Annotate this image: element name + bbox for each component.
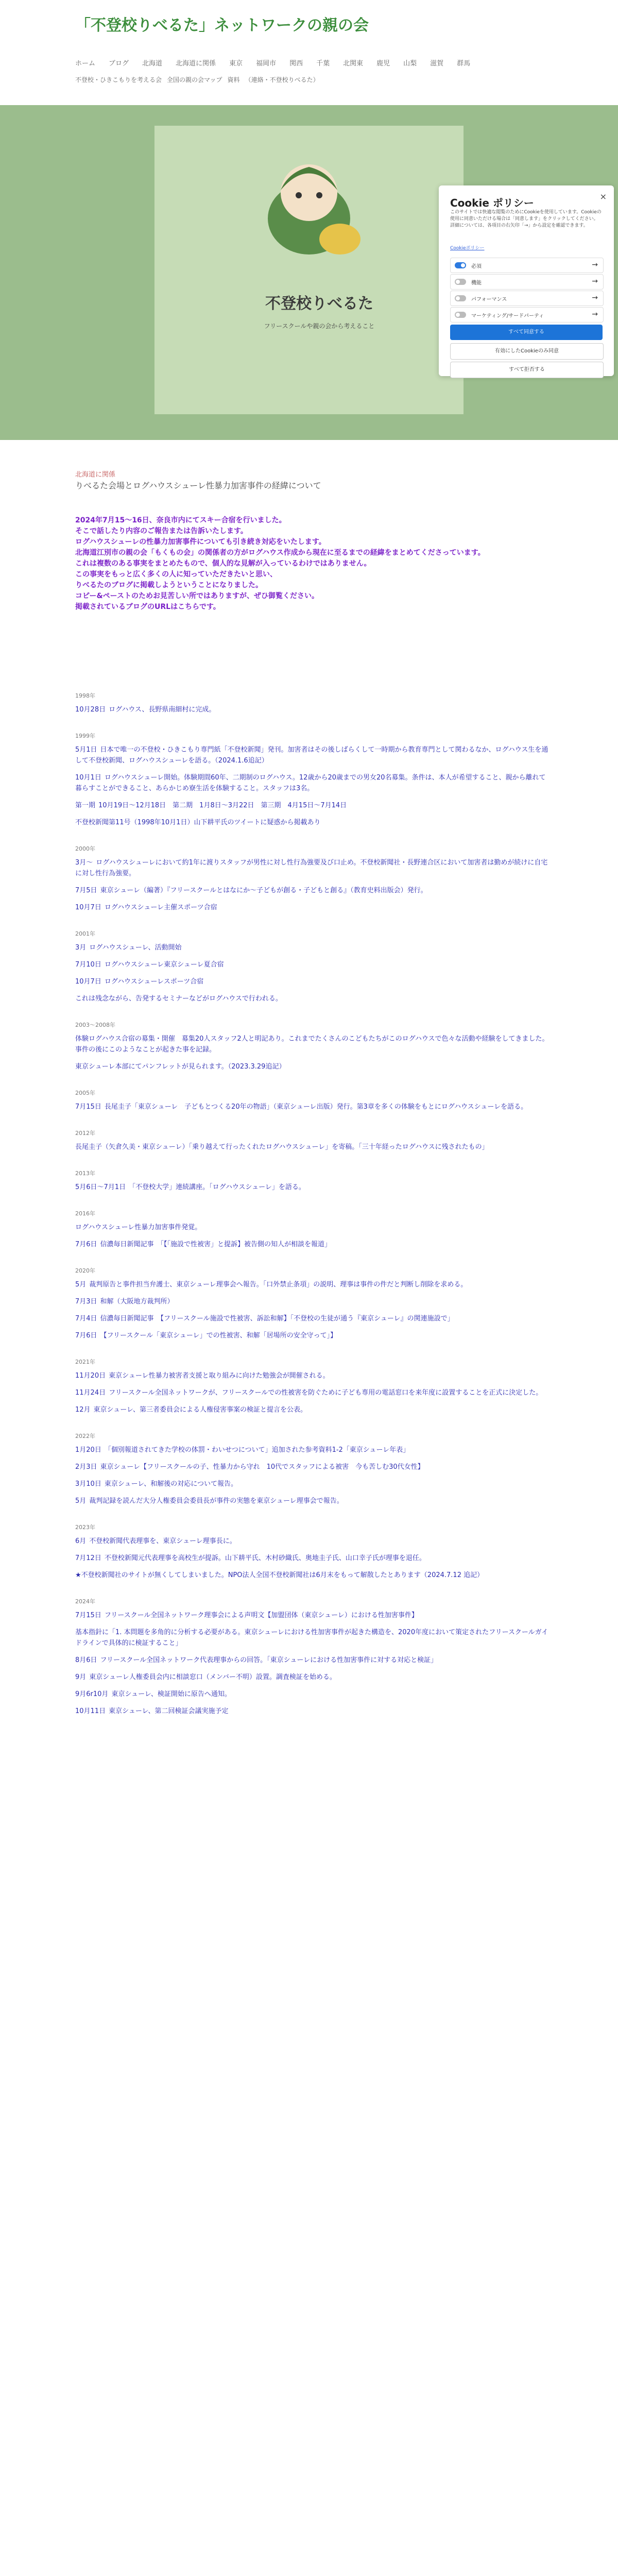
year-label: 2022年 [75,1433,95,1439]
cookie-category-row[interactable] [450,258,604,273]
event-text: ログハウスシューレにおいて約1年に渡りスタッフが男性に対し性行為強要及び口止め。不登校新聞社・長野連合区において加害者は勤めが続けに自宅に対し性行為強要。 [75,859,548,877]
toggle-knob [456,296,460,300]
arrow-right-icon[interactable]: → [592,310,598,318]
subnav-item[interactable]: 不登校・ひきこもりを考える会 [75,76,162,83]
event-text: ログハウスシューレ性暴力加害事件発覚。 [75,1224,202,1231]
event-date: 7月10日 [75,961,101,969]
accept-selected-button[interactable]: 有効にしたCookieのみ同意 [450,343,604,360]
toggle-switch[interactable] [455,295,466,301]
intro-line: そこで話したり内容のご報告または告訴いたします。 [75,527,248,535]
timeline-event [75,1610,549,1621]
year-label: 2024年 [75,1598,95,1605]
event-date: 3月10日 [75,1480,101,1488]
hero-subtitle: フリースクールや親の会から考えること [264,323,375,330]
event-date: 10月7日 [75,978,101,986]
arrow-right-icon[interactable]: → [592,277,598,285]
event-text: 長尾圭子（矢倉久美・東京シューレ）「乗り越えて行ったくれたログハウスシューレ」を寄稿。「三十年経ったログハウスに残されたもの」 [75,1143,489,1151]
timeline-event [75,1296,549,1307]
post-category[interactable]: 北海道に関係 [75,471,116,479]
nav-item[interactable]: 北海道 [142,60,163,67]
event-text: ログハウスシューレ開始。体験期間60年、二期制のログハウス。12歳から20歳までの男女20名募集。条件は、本人が希望すること、親から離れて暮らすことができること、あらかじめ寮生活を体験すること。スタッフは3名。 [75,774,546,792]
timeline-event [75,1553,549,1564]
intro-block [75,515,539,613]
timeline-year-section [75,1088,549,1112]
intro-line: 2024年7月15〜16日、奈良市内にてスキー合宿を行いました。 [75,516,286,524]
event-date: 10月7日 [75,904,101,911]
cookie-category-label: 必須 [471,264,482,269]
event-text: 不登校新聞代表理事を、東京シューレ理事長に。 [89,1537,236,1545]
event-text: 東京シューレ人権委員会内に相談窓口（メンバー不明）設置。調査検証を始める。 [89,1673,336,1681]
timeline-event [75,1330,549,1341]
timeline-event [75,1033,549,1055]
event-text: 信濃毎日新聞記事 「【「施設で性被害」と提訴】被告側の知人が相談を報道」 [100,1241,332,1248]
timeline-year-section [75,731,549,828]
timeline-year-section [75,1357,549,1415]
event-text: フリースクール全国ネットワークが、フリースクールでの性被害を防ぐために子ども専用の電話窓口を来年度に設置することを正式に決定した。 [109,1389,543,1397]
timeline-event [75,1462,549,1472]
timeline-year-section [75,1431,549,1506]
cookie-category-label: パフォーマンス [471,297,507,302]
timeline-event [75,857,549,879]
intro-line: これは複数のある事実をまとめたもので、個人的な見解が入っているわけではありません。 [75,560,371,568]
timeline-event [75,959,549,970]
event-date: 7月3日 [75,1298,97,1306]
cookie-category-row[interactable] [450,291,604,306]
event-text: 長尾圭子「東京シューレ 子どもとつくる20年の物語」（東京シューレ出版）発行。第3章を多くの体験をもとにログハウスシューレを語る。 [104,1103,528,1111]
site-header [0,0,618,103]
cookie-dialog [439,185,614,376]
event-text: ログハウスシューレスポーツ合宿 [104,978,204,986]
year-label: 2001年 [75,930,95,937]
event-text: 【フリースクール「東京シューレ」での性被害、和解「居場所の安全守って」】 [100,1332,337,1340]
arrow-right-icon[interactable]: → [592,261,598,269]
timeline-event [75,976,549,987]
event-text: フリースクール全国ネットワーク代表理事からの回答。「東京シューレにおける性加害事件に対する対応と検証」 [100,1656,438,1664]
event-text: 東京シューレ性暴力被害者支援と取り組みに向けた勉強会が開催される。 [109,1372,330,1380]
nav-item[interactable]: 千葉 [316,60,330,67]
timeline-event [75,1239,549,1250]
timeline-event [75,993,549,1004]
toggle-switch[interactable] [455,279,466,285]
nav-item[interactable]: 滋賀 [430,60,444,67]
arrow-right-icon[interactable]: → [592,294,598,302]
timeline-event [75,885,549,896]
timeline-year-section [75,1128,549,1153]
event-text: ログハウス、長野県南細村に完成。 [109,706,216,714]
intro-line: 掲載されているブログのURLはこちらです。 [75,603,220,611]
event-date: 9月 [75,1673,87,1681]
event-date: 10月11日 [75,1707,106,1715]
toggle-knob [456,313,460,317]
event-text: 日本で唯一の不登校・ひきこもり専門紙「不登校新聞」発刊。加害者はその後しばらくして一時期から教育専門として関わるなか、ログハウス生を通して不登校新聞、ログハウスシューレを語る。（2024.1.6追記） [75,746,548,765]
nav-item[interactable]: 山梨 [403,60,417,67]
event-text: ★不登校新聞社のサイトが無くしてしまいました。NPO法人全国不登校新聞社は6月末をもって解散したとあります（2024.7.12 追記） [75,1571,484,1579]
nav-item[interactable]: ホーム [75,60,96,67]
cookie-category-label: 機能 [471,280,482,286]
subnav-item[interactable]: 資料 [227,76,240,83]
event-date: 7月4日 [75,1315,97,1323]
timeline-event [75,1182,549,1193]
event-date: 3月〜 [75,859,93,867]
event-date: 5月1日 [75,746,97,754]
timeline-year-section [75,1596,549,1717]
event-date: 3月 [75,944,87,952]
year-label: 2020年 [75,1267,95,1274]
subnav-item[interactable]: （連絡・不登校りべるた） [245,76,319,83]
toggle-switch[interactable] [455,262,466,268]
event-text: 東京シューレ、第二回検証会議実施予定 [109,1707,229,1715]
intro-line: 北海道江別市の親の会「もくもの会」の関係者の方がログハウス作成から現在に至るまでの経緯をまとめてくださっています。 [75,549,485,557]
nav-item[interactable]: 群馬 [457,60,471,67]
timeline-event [75,1313,549,1324]
nav-item[interactable]: 福岡市 [256,60,277,67]
event-text: 東京シューレ、第三者委員会による人権侵害事案の検証と提言を公表。 [93,1406,307,1414]
year-label: 2021年 [75,1359,95,1365]
timeline-event [75,800,549,811]
timeline-year-section [75,1522,549,1581]
cookie-category-row[interactable] [450,274,604,290]
post-title: りべるた会場とログハウスシューレ性暴力加害事件の経緯について [75,481,321,490]
main-nav [75,58,539,67]
event-date: 7月15日 [75,1612,101,1619]
event-text: 東京シューレ（編著）『フリースクールとはなにか〜子どもが創る・子どもと創る』（教育史料出版会）発行。 [100,887,427,894]
timeline-event [75,1706,549,1717]
year-label: 2023年 [75,1524,95,1531]
event-text: 東京シューレ本部にてパンフレットが見られます。（2023.3.29追記） [75,1063,286,1071]
event-text: ログハウスシューレ主催スポーツ合宿 [104,904,217,911]
year-label: 2003〜2008年 [75,1022,115,1028]
timeline-event [75,1142,549,1153]
event-date: 7月12日 [75,1554,101,1562]
event-date: 12月 [75,1406,91,1414]
nav-item[interactable]: 北海道に関係 [176,60,216,67]
timeline-year-section [75,1208,549,1250]
event-text: 基本指針に「1. 本問題を多角的に分析する必要がある。東京シューレにおける性加害事件が起きた構造を、2020年度において策定されたフリースクールガイドラインで具体的に検証すること」 [75,1629,548,1647]
event-date: 10月28日 [75,706,106,714]
event-text: 信濃毎日新聞記事 【フリースクール施設で性被害、訴訟和解】「不登校の生徒が通う『東京シューレ』の関連施設で」 [100,1315,454,1323]
event-text: 不登校新聞第11号（1998年10月1日）山下耕平氏のツイートに疑惑から掲載あり [75,819,321,826]
event-date: 1月20日 [75,1446,101,1454]
event-date: 第一期 [75,802,96,809]
sub-nav [75,75,324,84]
event-text: 東京シューレ【フリースクールの子、性暴力から守れ 10代でスタッフによる被害 今も苦しむ30代女性】 [100,1463,424,1471]
accept-all-button[interactable]: すべて同意する [450,325,603,340]
timeline-year-section [75,1265,549,1341]
event-date: 11月24日 [75,1389,106,1397]
event-date: 5月6日〜7月1日 [75,1183,126,1191]
reject-all-button[interactable]: すべて拒否する [450,362,604,378]
timeline-event [75,1672,549,1683]
timeline-event [75,1222,549,1233]
intro-line: この事実をもっと広く多くの人に知っていただきたいと思い、 [75,570,277,579]
event-date: 8月6日 [75,1656,97,1664]
timeline-year-section [75,1168,549,1193]
event-text: 「不登校大学」連続講座。「ログハウスシューレ」を語る。 [129,1183,305,1191]
event-date: 5月 [75,1281,87,1289]
cookie-category-row[interactable] [450,307,604,323]
event-date: 7月6日 [75,1241,97,1248]
event-text: 東京シューレ、和解後の対応について報告。 [104,1480,238,1488]
timeline-event [75,1404,549,1415]
timeline-event [75,1387,549,1398]
timeline-year-section [75,928,549,1004]
hero-inner [154,126,464,414]
timeline-event [75,1496,549,1506]
cookie-title: Cookie ポリシー [450,197,534,209]
event-text: 裁判記録を読んだ大分人権委員会委員長が事件の実態を東京シューレ理事会で報告。 [89,1497,344,1505]
event-date: 7月6日 [75,1332,97,1340]
year-label: 2013年 [75,1170,95,1177]
timeline-event [75,1279,549,1290]
toggle-knob [456,280,460,284]
hero-title: 不登校りべるた [265,295,373,313]
event-text: 10月19日〜12月18日 第二期 1月8日〜3月22日 第三期 4月15日〜7月14日 [98,802,347,809]
event-date: 7月5日 [75,887,97,894]
intro-line: コピー&ペーストのためお見苦しい所ではありますが、ぜひ御覧ください。 [75,592,319,600]
event-date: 10月1日 [75,774,101,782]
cookie-category-label: マーケティング/サードパーティ [471,313,544,319]
event-text: ログハウスシューレ、活動開始 [89,944,182,952]
cookie-description: このサイトでは快適な閲覧のためにCookieを使用しています。Cookieの使用に同意いただける場合は「同意します」をクリックしてください。詳細については、各項目の右矢印「→」から設定を確認できます。 [450,210,602,228]
event-text: 不登校新聞元代表理事を高校生が提訴。山下耕平氏、木村砂織氏、奥地圭子氏、山口幸子氏が理事を退任。 [104,1554,426,1562]
timeline-event [75,704,549,715]
timeline-event [75,1479,549,1489]
event-text: 裁判原告と事件担当弁護士、東京シューレ理事会へ報告。「口外禁止条項」の説明、理事は事件の件だと判断し削除を求める。 [89,1281,468,1289]
mascot-illustration [196,136,422,270]
timeline-event [75,1655,549,1666]
event-date: 9月6r10月 [75,1690,109,1698]
timeline-year-section [75,1020,549,1072]
timeline-event [75,1536,549,1547]
timeline-event [75,1445,549,1455]
year-label: 1999年 [75,733,95,739]
event-date: 2月3日 [75,1463,97,1471]
event-text: 体験ログハウス合宿の募集・開催 募集20人スタッフ2人と明記あり。これまでたくさんのこどもたちがこのログハウスで色々な活動や経験をしてきました。事件の後にこのようなことが起きた事を記録。 [75,1035,549,1054]
event-text: ログハウスシューレ東京シューレ夏合宿 [104,961,224,969]
nav-item[interactable]: ブログ [109,60,129,67]
timeline-event [75,1061,549,1072]
event-date: 5月 [75,1497,87,1505]
event-text: フリースクール全国ネットワーク理事会による声明文【加盟団体（東京シューレ）における性加害事件】 [104,1612,418,1619]
site-title[interactable]: 「不登校りべるた」ネットワークの親の会 [75,16,369,35]
event-date: 7月15日 [75,1103,101,1111]
year-label: 2012年 [75,1130,95,1137]
nav-item[interactable]: 鹿児 [376,60,390,67]
timeline-event [75,1689,549,1700]
event-date: 11月20日 [75,1372,106,1380]
intro-line: りべるたのブログに掲載しようということになりました。 [75,581,263,589]
toggle-knob [461,263,465,267]
intro-line: ログハウスシューレの性暴力加害事件についても引き続き対応をいたします。 [75,538,326,546]
event-text: これは残念ながら、告発するセミナーなどがログハウスで行われる。 [75,995,282,1003]
timeline-event [75,942,549,953]
timeline-event [75,744,549,766]
nav-item[interactable]: 関西 [289,60,303,67]
year-label: 1998年 [75,692,95,699]
year-label: 2005年 [75,1090,95,1096]
timeline-event [75,1570,549,1581]
toggle-switch[interactable] [455,312,466,318]
timeline-event [75,817,549,828]
cookie-policy-link[interactable]: Cookieポリシー [450,246,485,251]
timeline-event [75,902,549,913]
timeline-event [75,1101,549,1112]
event-text: 和解（大阪地方裁判所） [100,1298,174,1306]
event-text: 「個別報道されてきた学校の体罰・わいせつについて」追加された参考資料1-2「東京シューレ年表」 [104,1446,410,1454]
timeline-event [75,1370,549,1381]
year-label: 2000年 [75,845,95,852]
nav-item[interactable]: 東京 [229,60,243,67]
timeline-year-section [75,843,549,913]
timeline-event [75,772,549,794]
event-date: 6月 [75,1537,87,1545]
event-text: 東京シューレ、検証開始に原告へ通知。 [111,1690,231,1698]
year-label: 2016年 [75,1210,95,1217]
subnav-item[interactable]: 全国の親の会マップ [167,76,222,83]
timeline-year-section [75,690,549,715]
nav-item[interactable]: 北関東 [343,60,364,67]
close-icon[interactable]: × [599,192,607,201]
timeline-event [75,1627,549,1649]
timeline-content [75,690,549,1732]
